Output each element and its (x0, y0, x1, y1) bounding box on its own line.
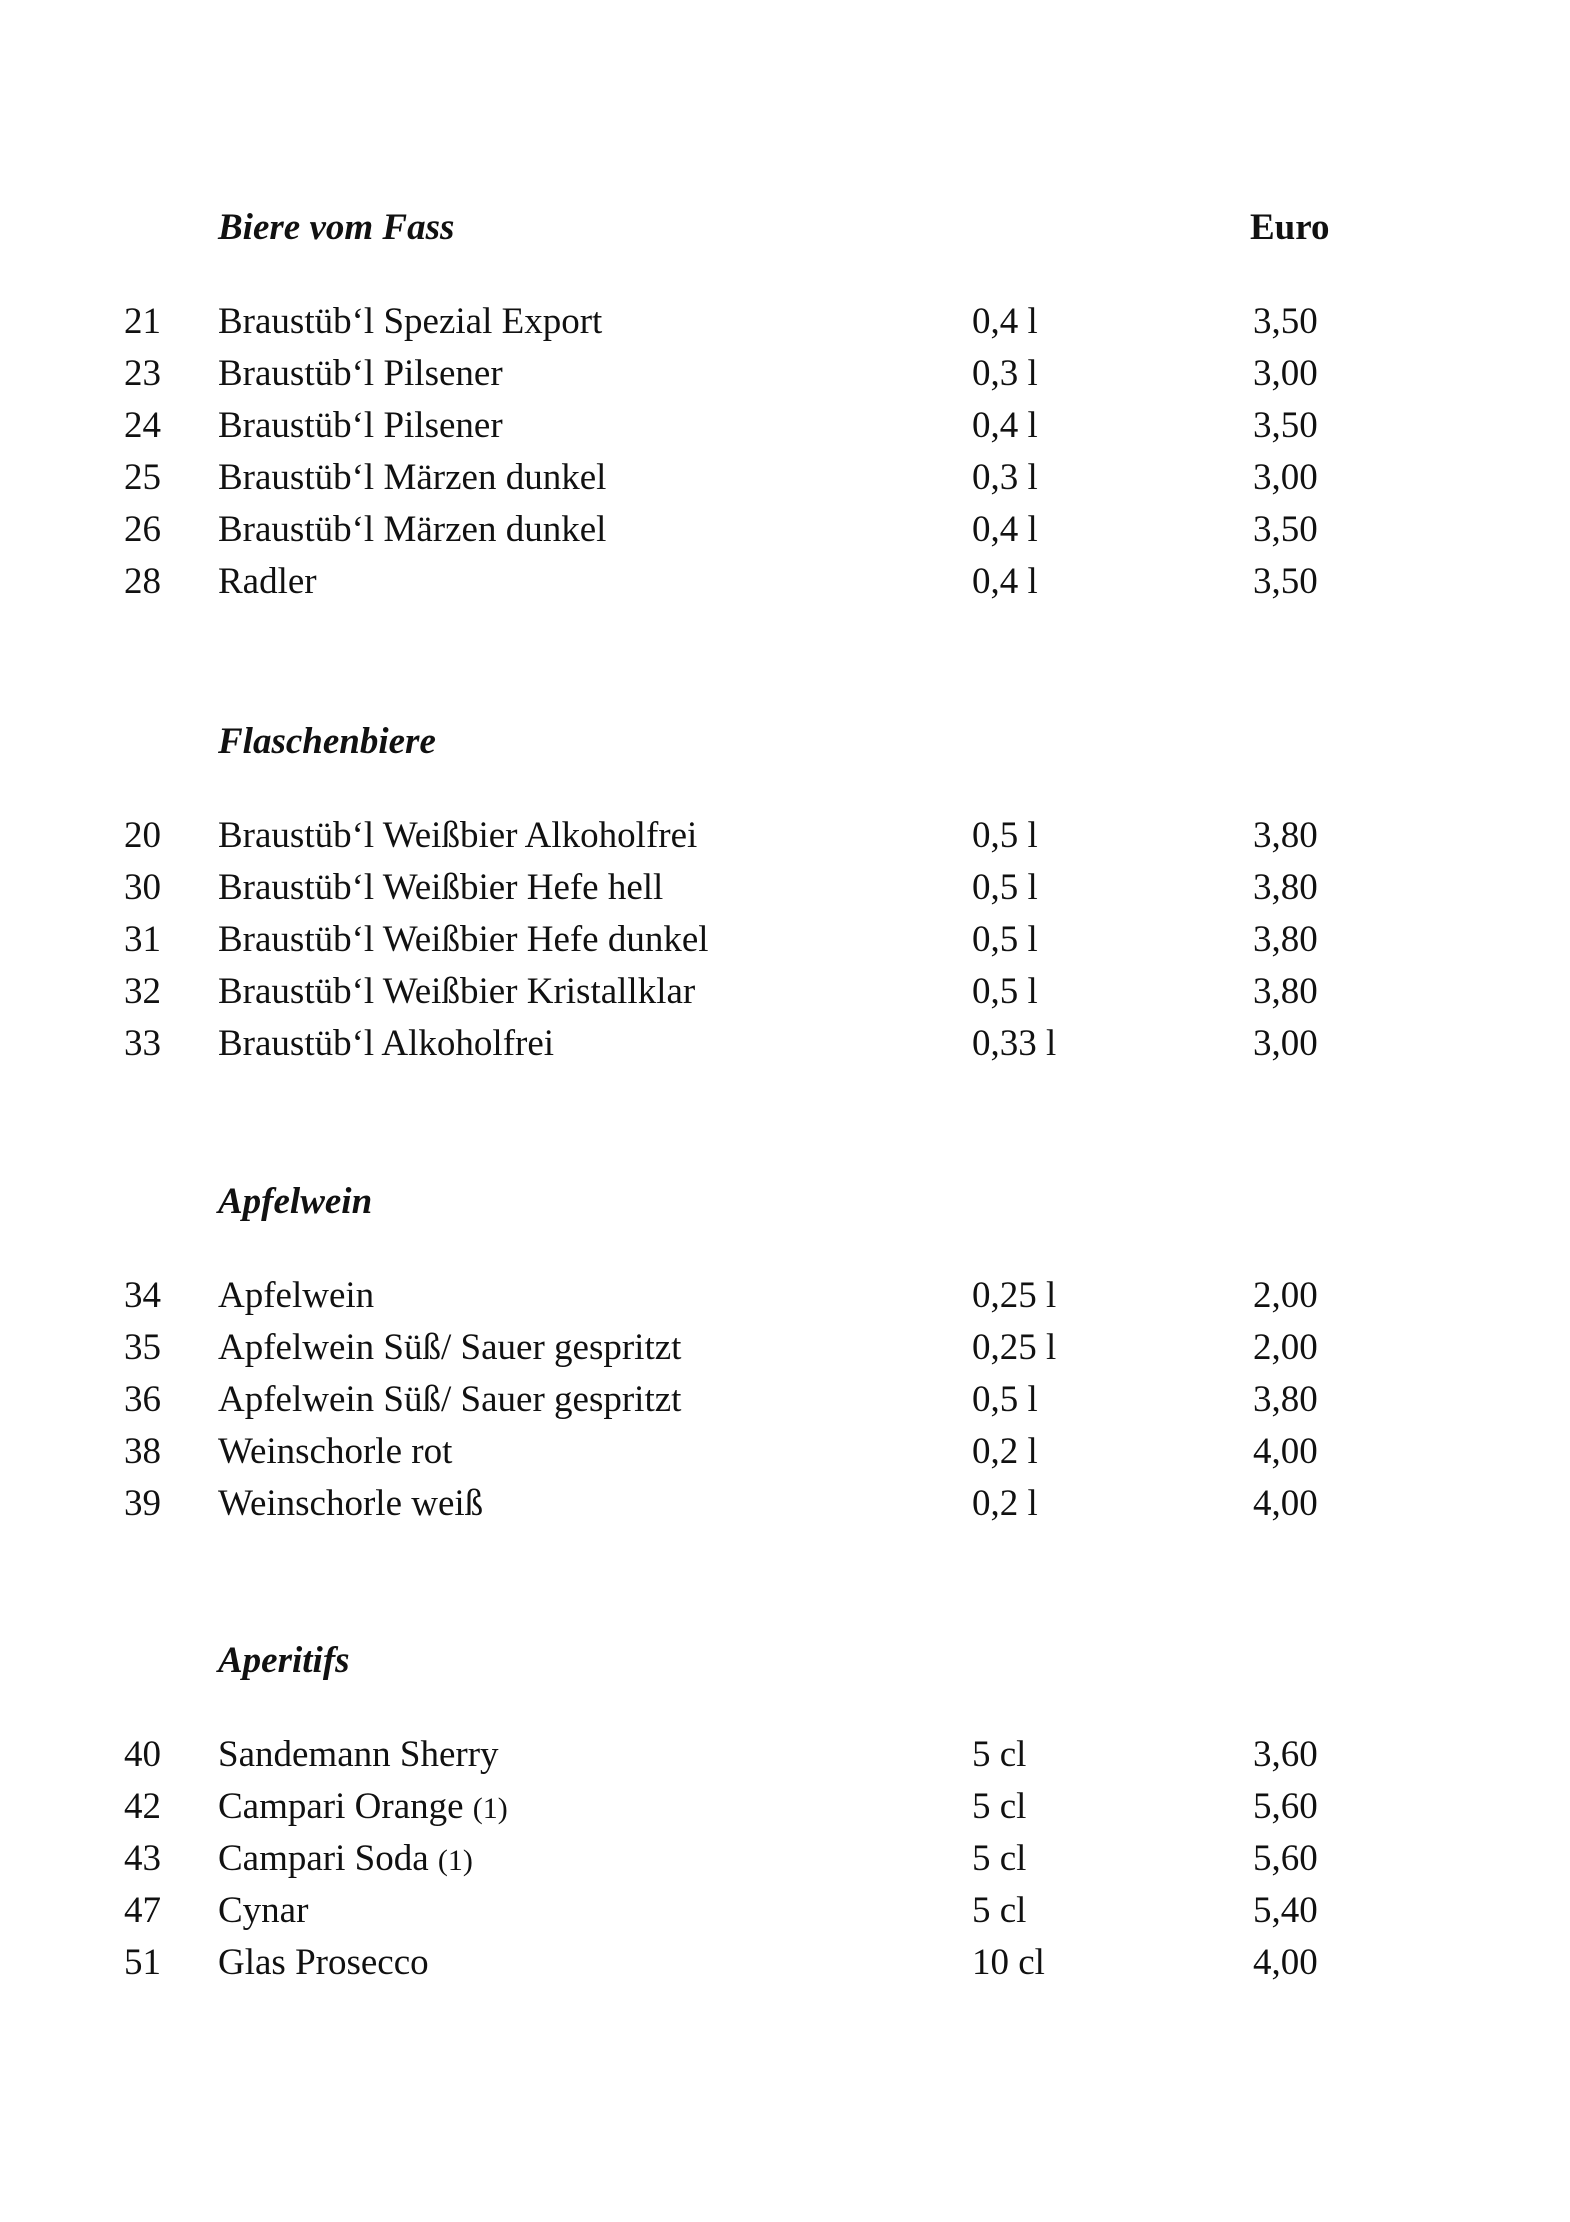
item-price: 3,80 (1253, 1379, 1318, 1420)
item-size: 10 cl (972, 1942, 1045, 1983)
item-name: Braustüb‘l Weißbier Hefe hell (218, 867, 664, 908)
item-size: 5 cl (972, 1838, 1027, 1879)
item-number: 36 (124, 1379, 161, 1420)
item-name: Apfelwein (218, 1275, 375, 1316)
item-size: 0,4 l (972, 405, 1038, 446)
item-number: 39 (124, 1483, 161, 1524)
item-size: 0,5 l (972, 815, 1038, 856)
item-size: 0,3 l (972, 353, 1038, 394)
item-price: 3,80 (1253, 971, 1318, 1012)
menu-item (0, 1374, 1570, 1426)
item-size: 0,25 l (972, 1327, 1057, 1368)
item-number: 21 (124, 301, 161, 342)
item-footnote: (1) (437, 1844, 473, 1877)
item-name: Cynar (218, 1890, 309, 1931)
item-size: 0,3 l (972, 457, 1038, 498)
item-number: 47 (124, 1890, 161, 1931)
item-price: 3,80 (1253, 919, 1318, 960)
item-number: 43 (124, 1838, 161, 1879)
menu-item (0, 452, 1570, 504)
item-size: 0,4 l (972, 301, 1038, 342)
item-number: 20 (124, 815, 161, 856)
item-name: Braustüb‘l Märzen dunkel (218, 509, 607, 550)
menu-item (0, 1270, 1570, 1322)
menu-item (0, 504, 1570, 556)
section-title: Flaschenbiere (218, 721, 436, 762)
section-header (0, 198, 1570, 258)
item-size: 0,33 l (972, 1023, 1057, 1064)
item-number: 25 (124, 457, 161, 498)
item-price: 5,60 (1253, 1838, 1318, 1879)
item-size: 5 cl (972, 1786, 1027, 1827)
item-name: Braustüb‘l Weißbier Kristallklar (218, 971, 696, 1012)
item-number: 42 (124, 1786, 161, 1827)
item-size: 0,5 l (972, 919, 1038, 960)
item-size: 0,4 l (972, 561, 1038, 602)
item-price: 4,00 (1253, 1483, 1318, 1524)
section-header (0, 712, 1570, 772)
section-header (0, 1172, 1570, 1232)
item-number: 30 (124, 867, 161, 908)
item-number: 40 (124, 1734, 161, 1775)
item-footnote: (1) (472, 1792, 508, 1825)
item-price: 3,50 (1253, 301, 1318, 342)
item-number: 38 (124, 1431, 161, 1472)
item-size: 0,5 l (972, 1379, 1038, 1420)
item-price: 5,60 (1253, 1786, 1318, 1827)
item-size: 0,5 l (972, 867, 1038, 908)
menu-item (0, 862, 1570, 914)
menu-item (0, 810, 1570, 862)
section-header (0, 1631, 1570, 1691)
item-size: 0,5 l (972, 971, 1038, 1012)
item-number: 34 (124, 1275, 161, 1316)
item-name: Braustüb‘l Alkoholfrei (218, 1023, 555, 1064)
item-price: 4,00 (1253, 1942, 1318, 1983)
item-price: 3,80 (1253, 867, 1318, 908)
menu-item (0, 348, 1570, 400)
menu-item (0, 400, 1570, 452)
item-price: 5,40 (1253, 1890, 1318, 1931)
menu-item (0, 1426, 1570, 1478)
item-size: 0,2 l (972, 1483, 1038, 1524)
section-title: Biere vom Fass (218, 207, 455, 248)
item-name: Glas Prosecco (218, 1942, 429, 1983)
menu-item (0, 1937, 1570, 1989)
item-number: 32 (124, 971, 161, 1012)
item-price: 2,00 (1253, 1327, 1318, 1368)
item-name (218, 1781, 508, 1835)
item-size: 5 cl (972, 1890, 1027, 1931)
item-name (218, 1833, 473, 1887)
item-name-text: Campari Orange (218, 1786, 464, 1827)
item-name: Braustüb‘l Weißbier Hefe dunkel (218, 919, 709, 960)
item-number: 28 (124, 561, 161, 602)
item-size: 5 cl (972, 1734, 1027, 1775)
menu-item (0, 1729, 1570, 1781)
menu-item (0, 296, 1570, 348)
item-size: 0,25 l (972, 1275, 1057, 1316)
item-price: 3,50 (1253, 561, 1318, 602)
item-name: Braustüb‘l Weißbier Alkoholfrei (218, 815, 698, 856)
item-price: 4,00 (1253, 1431, 1318, 1472)
item-price: 2,00 (1253, 1275, 1318, 1316)
menu-item (0, 556, 1570, 608)
item-name: Braustüb‘l Pilsener (218, 405, 503, 446)
item-name: Braustüb‘l Märzen dunkel (218, 457, 607, 498)
menu-item (0, 1833, 1570, 1885)
item-name-text: Campari Soda (218, 1838, 429, 1879)
menu-item (0, 1018, 1570, 1070)
item-name: Braustüb‘l Pilsener (218, 353, 503, 394)
item-price: 3,80 (1253, 815, 1318, 856)
section-title: Apfelwein (218, 1181, 373, 1222)
item-price: 3,00 (1253, 353, 1318, 394)
item-price: 3,00 (1253, 1023, 1318, 1064)
item-name: Weinschorle rot (218, 1431, 453, 1472)
item-size: 0,2 l (972, 1431, 1038, 1472)
item-name: Radler (218, 561, 317, 602)
item-name: Weinschorle weiß (218, 1483, 484, 1524)
item-price: 3,50 (1253, 405, 1318, 446)
item-size: 0,4 l (972, 509, 1038, 550)
menu-item (0, 1885, 1570, 1937)
currency-label: Euro (1250, 207, 1330, 248)
item-number: 35 (124, 1327, 161, 1368)
item-number: 31 (124, 919, 161, 960)
item-name: Apfelwein Süß/ Sauer gespritzt (218, 1379, 682, 1420)
menu-item (0, 1781, 1570, 1833)
item-number: 23 (124, 353, 161, 394)
menu-item (0, 1478, 1570, 1530)
item-price: 3,00 (1253, 457, 1318, 498)
item-number: 51 (124, 1942, 161, 1983)
item-price: 3,50 (1253, 509, 1318, 550)
item-price: 3,60 (1253, 1734, 1318, 1775)
item-number: 24 (124, 405, 161, 446)
menu-item (0, 914, 1570, 966)
menu-item (0, 966, 1570, 1018)
item-name: Sandemann Sherry (218, 1734, 499, 1775)
item-name: Braustüb‘l Spezial Export (218, 301, 603, 342)
item-number: 33 (124, 1023, 161, 1064)
section-title: Aperitifs (218, 1640, 350, 1681)
item-name: Apfelwein Süß/ Sauer gespritzt (218, 1327, 682, 1368)
menu-item (0, 1322, 1570, 1374)
item-number: 26 (124, 509, 161, 550)
